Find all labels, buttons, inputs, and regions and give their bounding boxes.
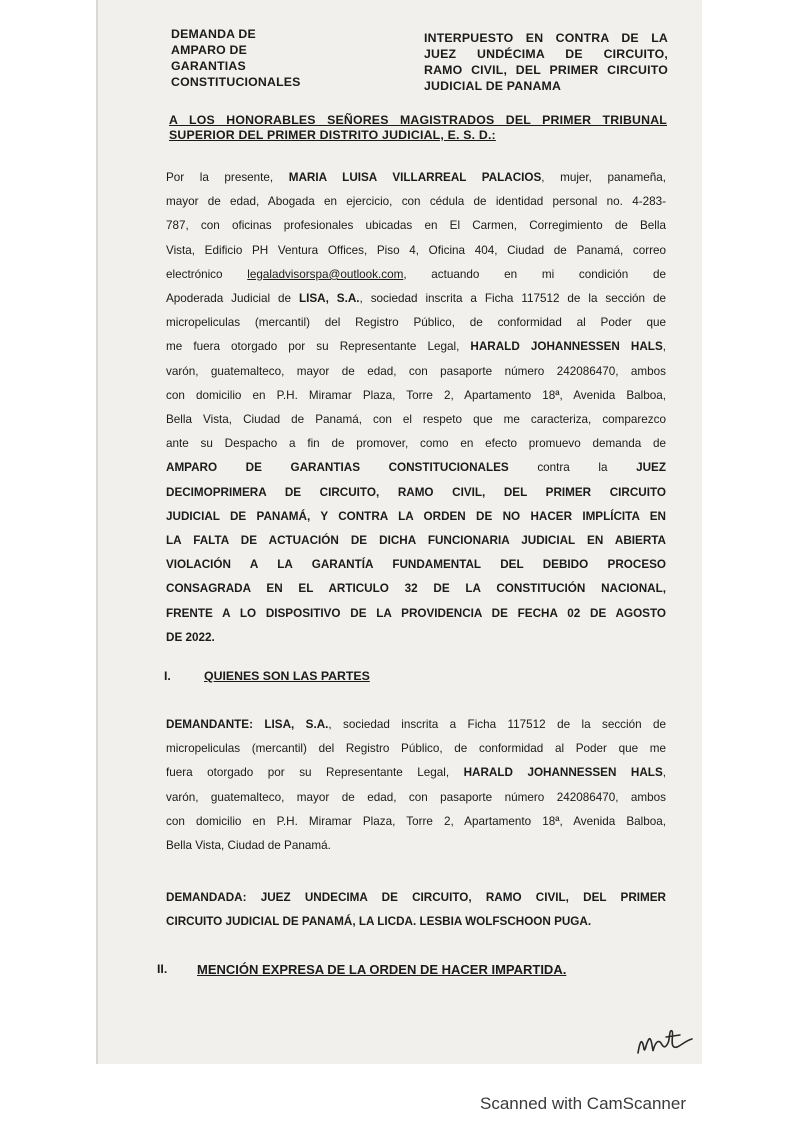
company-name: LISA, S.A. [298,292,360,306]
text-line: varón, guatemalteco, mayor de edad, con pasaporte número 242086470, ambos [166,790,666,804]
petitioner-name: MARIA LUISA VILLARREAL PALACIOS [288,171,542,184]
plaintiff-paragraph [166,713,666,858]
text-line: mayor de edad, Abogada en ejercicio, con cédula de identidad personal no. 4-283- [166,195,666,209]
legal-representative-name: HARALD JOHANNESSEN HALS [463,766,663,780]
text-line [166,713,666,737]
text-line: CONSAGRADA EN EL ARTICULO 32 DE LA CONSTITUCIÓN NACIONAL, [166,582,666,596]
text-line: FRENTE A LO DISPOSITIVO DE LA PROVIDENCIA DE FECHA 02 DE AGOSTO [166,606,666,620]
text-line [166,761,666,785]
text-run: Por la presente, [166,171,289,184]
plaintiff-label: DEMANDANTE: LISA, S.A. [166,718,329,731]
text-run: me fuera otorgado por su Representante Legal, [166,340,471,354]
text-run: contra la [508,461,637,475]
text-line: DECIMOPRIMERA DE CIRCUITO, RAMO CIVIL, DEL PRIMER CIRCUITO [166,485,666,499]
text-line: DE 2022. [166,630,215,644]
text-line: Vista, Edificio PH Ventura Offices, Piso 4, Oficina 404, Ciudad de Panamá, correo [166,243,666,257]
header-right-line: INTERPUESTO EN CONTRA DE LA [424,31,668,45]
text-line: micropeliculas (mercantil) del Registro Público, de conformidad al Poder que [166,316,666,330]
section-number: II. [157,962,168,976]
addressee-line: A LOS HONORABLES SEÑORES MAGISTRADOS DEL PRIMER TRIBUNAL [169,113,667,127]
text-line: varón, guatemalteco, mayor de edad, con pasaporte número 242086470, ambos [166,364,666,378]
text-line [166,335,666,359]
text-line [166,166,666,190]
text-line: con domicilio en P.H. Miramar Plaza, Torre 2, Apartamento 18ª, Avenida Balboa, [166,388,666,402]
defendant-paragraph [166,886,666,934]
text-line: Bella Vista, Ciudad de Panamá. [166,839,331,853]
text-line: con domicilio en P.H. Miramar Plaza, Torre 2, Apartamento 18ª, Avenida Balboa, [166,814,666,828]
addressee-heading [169,113,667,143]
text-run: JUEZ [636,461,666,475]
text-line: LA FALTA DE ACTUACIÓN DE DICHA FUNCIONARIA JUDICIAL EN ABIERTA [166,534,666,548]
text-run: , [662,340,666,354]
text-run: , actuando en mi condición de [403,267,666,281]
section-title: MENCIÓN EXPRESA DE LA ORDEN DE HACER IMPARTIDA. [197,962,567,977]
addressee-line: SUPERIOR DEL PRIMER DISTRITO JUDICIAL, E. S. D.: [169,128,496,142]
text-run: electrónico [166,267,248,281]
text-run: , [662,766,666,780]
text-run: Apoderada Judicial de [166,292,299,306]
header-right-block [424,30,668,94]
header-right-line: JUEZ UNDÉCIMA DE CIRCUITO, [424,47,668,61]
page-edge [96,0,98,1064]
header-left-line: DEMANDA DE [171,27,256,41]
header-left-line: GARANTIAS [171,59,246,73]
header-left-block [171,26,331,90]
text-line: DEMANDADA: JUEZ UNDECIMA DE CIRCUITO, RAMO CIVIL, DEL PRIMER [166,891,666,904]
scanner-watermark: Scanned with CamScanner [480,1094,687,1113]
text-line: JUDICIAL DE PANAMÁ, Y CONTRA LA ORDEN DE NO HACER IMPLÍCITA EN [166,509,666,523]
text-run: , mujer, panameña, [541,171,666,184]
text-run: , sociedad inscrita a Ficha 117512 de la sección de [328,718,666,731]
text-line: CIRCUITO JUDICIAL DE PANAMÁ, LA LICDA. LESBIA WOLFSCHOON PUGA. [166,915,592,929]
text-line [166,287,666,311]
text-line [166,456,666,480]
section-number: I. [164,669,171,683]
header-left-line: CONSTITUCIONALES [171,75,301,89]
text-run: AMPARO DE GARANTIAS CONSTITUCIONALES [166,461,509,475]
text-line: VIOLACIÓN A LA GARANTÍA FUNDAMENTAL DEL DEBIDO PROCESO [166,558,666,572]
header-right-line: JUDICIAL DE PANAMA [424,79,562,93]
text-line [166,263,666,287]
text-line: Bella Vista, Ciudad de Panamá, con el respeto que me caracteriza, comparezco [166,413,666,427]
text-line: micropeliculas (mercantil) del Registro Público, de conformidad al Poder que me [166,742,666,756]
text-run: , sociedad inscrita a Ficha 117512 de la sección de [359,292,666,306]
legal-representative-name: HARALD JOHANNESSEN HALS [470,340,663,354]
text-run: fuera otorgado por su Representante Legal, [166,766,464,780]
section-title: QUIENES SON LAS PARTES [204,669,370,683]
intro-paragraph [166,166,666,650]
header-right-line: RAMO CIVIL, DEL PRIMER CIRCUITO [424,63,668,77]
header-left-line: AMPARO DE [171,43,248,57]
text-line: 787, con oficinas profesionales ubicadas en El Carmen, Corregimiento de Bella [166,219,666,233]
signature-icon [632,1023,698,1059]
email-address: legaladvisorspa@outlook.com [247,267,404,281]
text-line: ante su Despacho a fin de promover, como en efecto promuevo demanda de [166,437,666,451]
